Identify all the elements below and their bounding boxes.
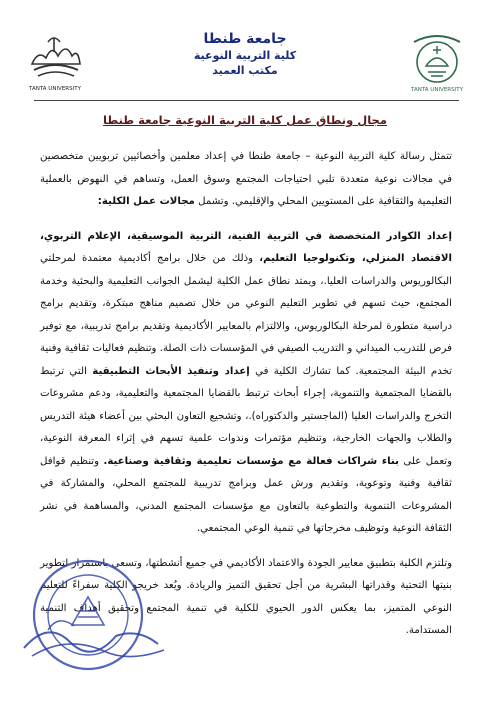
paragraph-text: وذلك من خلال برامج أكاديمية معتمدة لمرحلتي البكالوريوس والدراسات العليا.، ويمتد نطاق عمل الكلية ليشمل الجوانب التعليمية والبحثية وخدمة المجتمع، حيث تسهم في تطوير التعليم النوعي من خلال تصميم مناهج مبتكرة، وتقديم برامج دراسية متطورة لمرحلة البكالوريوس، والالتزام بالمعايير الأكاديمية وتقديم برامج تدريبية، مع توفير فرص للتدريب الميداني و التدريب الصيفي في المؤسسات ذات الصلة. وتنظيم فعاليات ثقافية وفنية تخدم البيئة المجتمعية. كما تشارك الكلية في — [40, 253, 452, 377]
document-title: مجال ونطاق عمل كلية التربية النوعية جامعة طنطا — [103, 113, 387, 127]
paragraph-text: التي ترتبط بالقضايا المجتمعية والتنموية، إجراء أبحاث ترتبط بالقضايا المجتمعية والتعليمية، ودعم مشروعات التخرج والدراسات العليا (الماجستير والدكتوراه).، وتشجيع التعاون البحثي بين أعضاء هيئة التدريس والطلاب والجهات الخارجية، وتنظيم مؤتمرات وندوات علمية تسهم في إثراء المعرفة النوعية، وتعمل على — [40, 365, 452, 467]
university-logo-icon — [406, 28, 468, 94]
paragraph-text: تتمثل رسالة كلية التربية النوعية – جامعة طنطا في إعداد معلمين وأخصائيين تربويين متخصصين في مجالات نوعية متعددة تلبي احتياجات المجتمع وسوق العمل، وتساهم في النهوض بالعملية التعليمية والثقافية على المستويين المحلي والإقليمي. وتشمل — [40, 151, 452, 207]
paragraph-text: وتنظيم قوافل ثقافية وفنية وتوعوية، وتقديم ورش عمل وبرامج تدريبية للمجتمع المحلي، والمشاركة في المشروعات التنموية والتطوعية بالتعاون مع مؤسسات المجتمع المدني، والمساهمة في نشر الثقافة النوعية وتوظيف مخرجاتها في تنمية الوعي المجتمعي. — [40, 455, 452, 534]
signature-icon — [18, 600, 168, 670]
paragraph-quality: وتلتزم الكلية بتطبيق معايير الجودة والاعتماد الأكاديمي في جميع أنشطتها، وتسعى باستمرار لتطوير بنيتها التحتية وقدراتها البشرية من أجل تحقيق التميز والريادة. ويُعد خريجو الكلية سفراءً للتعليم النوعي المتميز، بما يعكس الدور الحيوي للكلية في تنمية المجتمع وتحقيق أهداف التنمية المستدامة. — [40, 557, 452, 636]
header-block — [170, 30, 320, 79]
paragraph-bold: بناء شراكات فعالة مع مؤسسات تعليمية وثقافية وصناعية. — [103, 455, 399, 467]
paragraph-bold: إعداد وتنفيذ الأبحاث التطبيقية — [92, 365, 250, 377]
faculty-logo-icon — [24, 30, 86, 94]
header-divider — [34, 100, 459, 101]
logo-right-caption: TANTA UNIVERSITY — [411, 87, 463, 93]
university-name: جامعة طنطا — [203, 31, 287, 47]
logo-left-caption: TANTA UNIVERSITY — [29, 86, 81, 92]
paragraph-mission — [40, 146, 452, 214]
paragraph-scope — [40, 226, 452, 541]
office-name: مكتب العميد — [212, 63, 278, 77]
paragraph-bold: مجالات عمل الكلية: — [97, 196, 195, 207]
paragraph-bold: إعداد الكوادر المتخصصة في التربية الفنية، التربية الموسيقية، الإعلام التربوي، الاقتصاد المنزلي، وتكنولوجيا التعليم، — [40, 230, 453, 264]
faculty-name: كلية التربية النوعية — [193, 48, 297, 62]
